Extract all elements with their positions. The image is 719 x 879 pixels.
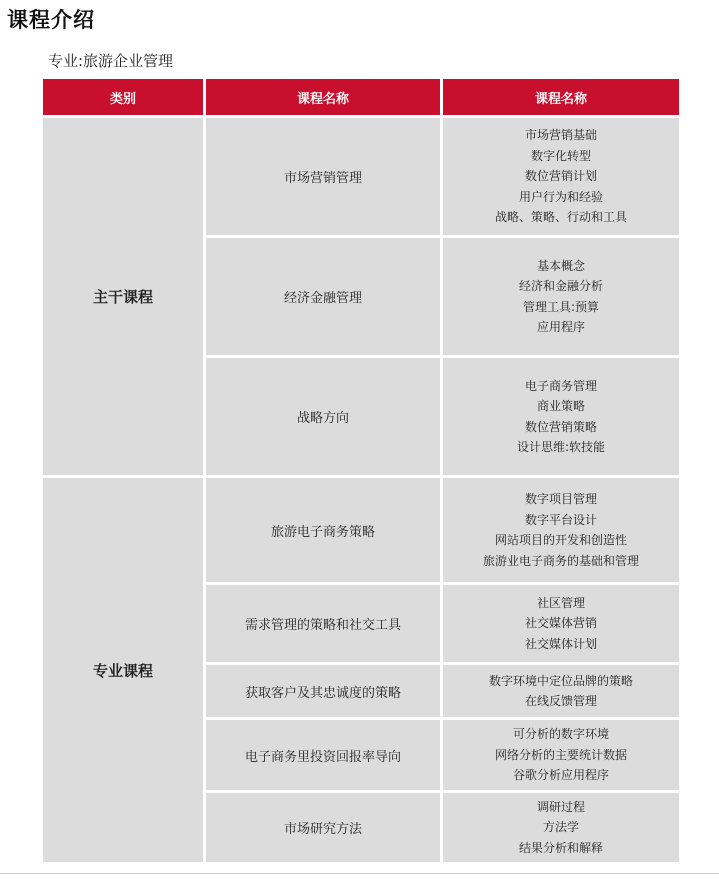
topic-item: 结果分析和解释 (518, 840, 603, 855)
topic-item: 社交媒体营销 (524, 616, 597, 631)
topic-item: 在线反馈管理 (524, 694, 597, 708)
topic-item: 旅游业电子商务的基础和管理 (482, 553, 639, 568)
course-name-cell: 需求管理的策略和社交工具 (206, 585, 443, 665)
header-course-name: 课程名称 (206, 79, 443, 118)
topic-item: 数位营销计划 (524, 169, 597, 184)
topic-item: 网络分析的主要统计数据 (494, 747, 627, 762)
topic-item: 方法学 (542, 820, 579, 835)
course-name-cell: 获取客户及其忠诚度的策略 (206, 665, 443, 720)
course-topics-cell (443, 238, 679, 358)
table-header-row (43, 79, 679, 118)
course-topics-cell (443, 720, 679, 793)
topic-item: 数字环境中定位品牌的策略 (488, 673, 633, 688)
topic-item: 应用程序 (536, 320, 585, 334)
topic-item: 战略、策略、行动和工具 (494, 210, 627, 225)
header-course-content: 课程名称 (443, 79, 679, 118)
category-cell: 专业课程 (43, 478, 206, 865)
topic-item: 经济和金融分析 (518, 279, 603, 293)
course-topics-cell (443, 358, 679, 478)
topic-item: 可分析的数字环境 (512, 727, 609, 742)
category-cell: 主干课程 (43, 118, 206, 478)
topic-item: 电子商务管理 (524, 378, 597, 393)
course-topics-cell (443, 118, 679, 238)
topic-item: 社交媒体计划 (524, 636, 597, 651)
topic-item: 社区管理 (536, 595, 585, 610)
topic-item: 数字化转型 (530, 148, 591, 163)
header-category: 类别 (43, 79, 206, 118)
course-name-cell: 市场研究方法 (206, 793, 443, 865)
course-table (43, 79, 679, 865)
topic-item: 基本概念 (536, 258, 585, 273)
topic-item: 管理工具:预算 (522, 299, 600, 314)
course-name-cell: 旅游电子商务策略 (206, 478, 443, 585)
topic-item: 数字平台设计 (524, 512, 597, 527)
topic-item: 用户行为和经验 (518, 189, 603, 204)
course-topics-cell (443, 478, 679, 585)
topic-item: 市场营销基础 (524, 128, 597, 143)
course-topics-cell (443, 793, 679, 865)
topic-item: 谷歌分析应用程序 (512, 768, 609, 783)
topic-item: 商业策略 (536, 399, 585, 413)
topic-item: 数字项目管理 (524, 492, 597, 506)
course-name-cell: 电子商务里投资回报率导向 (206, 720, 443, 793)
course-name-cell: 市场营销管理 (206, 118, 443, 238)
topic-item: 网站项目的开发和创造性 (494, 533, 627, 547)
major-label: 专业:旅游企业管理 (48, 52, 174, 70)
topic-item: 调研过程 (536, 799, 585, 814)
topic-item: 设计思维:软技能 (516, 440, 606, 454)
table-row (43, 118, 679, 238)
course-topics-cell (443, 665, 679, 720)
divider (0, 873, 719, 874)
topic-item: 数位营销策略 (524, 419, 597, 434)
course-name-cell: 战略方向 (206, 358, 443, 478)
table-row (43, 478, 679, 585)
course-name-cell: 经济金融管理 (206, 238, 443, 358)
course-topics-cell (443, 585, 679, 665)
page-title: 课程介绍 (7, 8, 95, 32)
